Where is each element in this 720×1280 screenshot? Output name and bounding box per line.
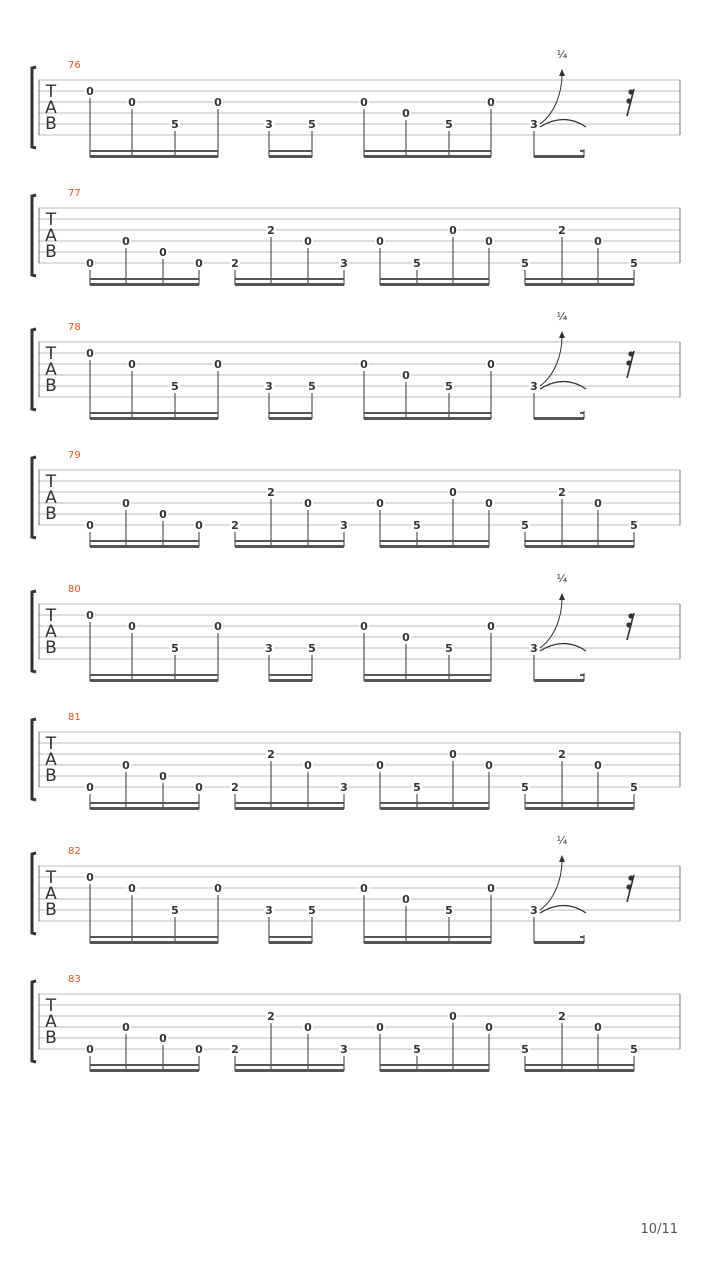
tab-clef-letter: T [45, 868, 57, 888]
tab-clef-letter: B [45, 1028, 57, 1048]
fret-number: 3 [530, 118, 538, 131]
fret-number: 0 [304, 235, 312, 248]
measure-number: 81 [68, 712, 81, 723]
fret-number: 0 [376, 235, 384, 248]
beam [90, 941, 218, 944]
fret-number: 0 [159, 1032, 167, 1045]
fret-number: 0 [214, 96, 222, 109]
measure-number: 80 [68, 584, 81, 595]
tab-clef-letter: T [45, 344, 57, 364]
beam [364, 417, 491, 420]
beam [269, 941, 312, 944]
fret-number: 0 [376, 1021, 384, 1034]
system-bracket [32, 853, 36, 934]
beam-secondary [90, 674, 218, 676]
tab-clef-letter: B [45, 376, 57, 396]
beam [235, 283, 344, 286]
fret-number: 0 [402, 631, 410, 644]
fret-number: 0 [487, 882, 495, 895]
fret-number: 0 [487, 358, 495, 371]
beam-secondary [90, 802, 199, 804]
fret-number: 0 [86, 347, 94, 360]
beam [525, 545, 634, 548]
fret-number: 5 [308, 904, 316, 917]
fret-number: 0 [304, 497, 312, 510]
bend-arrowhead [559, 331, 565, 338]
fret-number: 3 [340, 519, 348, 532]
fret-number: 5 [308, 380, 316, 393]
fret-number: 2 [231, 519, 239, 532]
beam [364, 941, 491, 944]
beam-secondary [380, 1064, 489, 1066]
fret-number: 0 [304, 759, 312, 772]
fret-number: 0 [128, 882, 136, 895]
beam-secondary [235, 802, 344, 804]
tab-clef-letter: A [45, 226, 57, 246]
beam-stub [269, 412, 274, 414]
staff-system-78 [32, 310, 680, 420]
fret-number: 3 [265, 380, 273, 393]
beam [525, 283, 634, 286]
beam [534, 417, 584, 420]
page-number: 10/11 [640, 1222, 678, 1237]
beam-stub [269, 936, 274, 938]
beam-secondary [90, 936, 218, 938]
beam [90, 155, 218, 158]
fret-number: 0 [122, 1021, 130, 1034]
beam-secondary [580, 412, 584, 414]
fret-number: 0 [360, 620, 368, 633]
system-bracket [32, 457, 36, 538]
beam-secondary [269, 936, 312, 938]
bend-arrowhead [559, 69, 565, 76]
beam-stub [269, 150, 274, 152]
beam-secondary [364, 150, 491, 152]
fret-number: 0 [594, 1021, 602, 1034]
fret-number: 0 [487, 620, 495, 633]
fret-number: 5 [445, 642, 453, 655]
beam [90, 1069, 199, 1072]
fret-number: 5 [171, 118, 179, 131]
beam [235, 1069, 344, 1072]
system-bracket [32, 981, 36, 1062]
fret-number: 2 [267, 748, 275, 761]
fret-number: 2 [558, 1010, 566, 1023]
tab-clef-letter: T [45, 996, 57, 1016]
fret-number: 0 [449, 748, 457, 761]
fret-number: 2 [231, 781, 239, 794]
fret-number: 5 [171, 904, 179, 917]
beam [269, 155, 312, 158]
beam-secondary [269, 412, 312, 414]
beam-secondary [380, 802, 489, 804]
fret-number: 3 [530, 642, 538, 655]
fret-number: 2 [231, 257, 239, 270]
fret-number: 2 [558, 224, 566, 237]
beam-secondary [90, 150, 218, 152]
beam [525, 807, 634, 810]
beam [235, 807, 344, 810]
fret-number: 0 [214, 882, 222, 895]
staff-system-81 [32, 712, 680, 810]
fret-number: 2 [558, 486, 566, 499]
beam-secondary [525, 540, 634, 542]
system-bracket [32, 591, 36, 672]
fret-number: 5 [521, 781, 529, 794]
fret-number: 0 [594, 759, 602, 772]
fret-number: 0 [159, 770, 167, 783]
tab-clef-letter: A [45, 622, 57, 642]
beam [269, 417, 312, 420]
fret-number: 5 [308, 118, 316, 131]
measure-number: 83 [68, 974, 81, 985]
beam [90, 807, 199, 810]
fret-number: 0 [195, 781, 203, 794]
beam-secondary [364, 412, 491, 414]
fret-number: 5 [445, 904, 453, 917]
tie-arc [540, 906, 586, 914]
system-bracket [32, 719, 36, 800]
fret-number: 0 [594, 235, 602, 248]
tab-clef-letter: A [45, 1012, 57, 1032]
tab-clef-letter: B [45, 504, 57, 524]
beam-secondary [90, 412, 218, 414]
fret-number: 3 [530, 380, 538, 393]
beam [235, 545, 344, 548]
fret-number: 0 [449, 486, 457, 499]
tie-arc [540, 120, 586, 128]
beam [380, 545, 489, 548]
bend-curve [540, 598, 562, 648]
tab-clef-letter: B [45, 638, 57, 658]
fret-number: 0 [86, 519, 94, 532]
fret-number: 5 [413, 519, 421, 532]
fret-number: 5 [308, 642, 316, 655]
bend-amount: ¼ [556, 572, 568, 585]
measure-number: 79 [68, 450, 81, 461]
fret-number: 5 [171, 642, 179, 655]
fret-number: 5 [171, 380, 179, 393]
bend-arrowhead [559, 593, 565, 600]
beam-secondary [235, 278, 344, 280]
beam [364, 155, 491, 158]
fret-number: 0 [485, 1021, 493, 1034]
tab-clef-letter: T [45, 82, 57, 102]
tab-clef-letter: T [45, 734, 57, 754]
fret-number: 2 [558, 748, 566, 761]
beam [534, 679, 584, 682]
tab-clef-letter: T [45, 606, 57, 626]
fret-number: 2 [231, 1043, 239, 1056]
fret-number: 2 [267, 224, 275, 237]
beam [534, 155, 584, 158]
fret-number: 5 [630, 1043, 638, 1056]
beam-secondary [525, 1064, 634, 1066]
beam-secondary [525, 802, 634, 804]
fret-number: 0 [594, 497, 602, 510]
bend-curve [540, 860, 562, 910]
fret-number: 0 [376, 759, 384, 772]
beam-secondary [364, 936, 491, 938]
fret-number: 3 [340, 781, 348, 794]
staff-system-80 [32, 572, 680, 682]
fret-number: 0 [214, 358, 222, 371]
beam-secondary [580, 674, 584, 676]
fret-number: 3 [265, 118, 273, 131]
fret-number: 0 [376, 497, 384, 510]
fret-number: 2 [267, 1010, 275, 1023]
fret-number: 0 [360, 882, 368, 895]
beam-secondary [580, 150, 584, 152]
beam-secondary [380, 540, 489, 542]
beam-secondary [90, 1064, 199, 1066]
fret-number: 0 [128, 358, 136, 371]
bend-amount: ¼ [556, 48, 568, 61]
fret-number: 5 [630, 257, 638, 270]
fret-number: 0 [449, 224, 457, 237]
staff-system-82 [32, 834, 680, 944]
fret-number: 5 [521, 519, 529, 532]
beam-secondary [525, 278, 634, 280]
fret-number: 3 [530, 904, 538, 917]
fret-number: 0 [122, 497, 130, 510]
fret-number: 0 [449, 1010, 457, 1023]
fret-number: 5 [413, 257, 421, 270]
system-bracket [32, 195, 36, 276]
fret-number: 0 [485, 759, 493, 772]
fret-number: 5 [413, 781, 421, 794]
staff-system-77 [32, 188, 680, 286]
fret-number: 0 [402, 107, 410, 120]
fret-number: 0 [360, 96, 368, 109]
staff-system-83 [32, 974, 680, 1072]
fret-number: 5 [521, 1043, 529, 1056]
fret-number: 3 [265, 642, 273, 655]
tab-clef-letter: A [45, 750, 57, 770]
fret-number: 0 [304, 1021, 312, 1034]
tab-clef-letter: B [45, 766, 57, 786]
fret-number: 0 [122, 759, 130, 772]
beam [380, 283, 489, 286]
fret-number: 0 [402, 893, 410, 906]
fret-number: 5 [521, 257, 529, 270]
tab-clef-letter: A [45, 98, 57, 118]
fret-number: 0 [360, 358, 368, 371]
fret-number: 0 [402, 369, 410, 382]
fret-number: 0 [195, 1043, 203, 1056]
beam [380, 1069, 489, 1072]
staff-system-76 [32, 48, 680, 158]
beam [525, 1069, 634, 1072]
tie-arc [540, 644, 586, 652]
fret-number: 0 [86, 781, 94, 794]
fret-number: 0 [122, 235, 130, 248]
fret-number: 0 [86, 1043, 94, 1056]
bend-arrowhead [559, 855, 565, 862]
tab-clef-letter: A [45, 360, 57, 380]
fret-number: 0 [195, 519, 203, 532]
beam-secondary [269, 674, 312, 676]
fret-number: 5 [413, 1043, 421, 1056]
beam-secondary [235, 540, 344, 542]
fret-number: 0 [485, 235, 493, 248]
beam [380, 807, 489, 810]
fret-number: 0 [86, 257, 94, 270]
beam [90, 545, 199, 548]
tab-clef-letter: A [45, 488, 57, 508]
tab-clef-letter: T [45, 472, 57, 492]
tab-clef-letter: B [45, 114, 57, 134]
beam [534, 941, 584, 944]
measure-number: 78 [68, 322, 81, 333]
fret-number: 0 [128, 620, 136, 633]
beam [269, 679, 312, 682]
system-bracket [32, 67, 36, 148]
beam-secondary [235, 1064, 344, 1066]
fret-number: 0 [86, 85, 94, 98]
fret-number: 5 [630, 519, 638, 532]
beam-secondary [269, 150, 312, 152]
fret-number: 0 [159, 508, 167, 521]
tie-arc [540, 382, 586, 390]
beam [364, 679, 491, 682]
tab-clef-letter: B [45, 242, 57, 262]
fret-number: 5 [445, 118, 453, 131]
fret-number: 5 [630, 781, 638, 794]
fret-number: 0 [485, 497, 493, 510]
fret-number: 0 [159, 246, 167, 259]
beam [90, 679, 218, 682]
bend-curve [540, 336, 562, 386]
bend-amount: ¼ [556, 834, 568, 847]
beam-secondary [364, 674, 491, 676]
beam-secondary [90, 540, 199, 542]
fret-number: 0 [128, 96, 136, 109]
measure-number: 76 [68, 60, 81, 71]
staff-system-79 [32, 450, 680, 548]
fret-number: 0 [86, 871, 94, 884]
measure-number: 82 [68, 846, 81, 857]
fret-number: 2 [267, 486, 275, 499]
beam-stub [269, 674, 274, 676]
bend-curve [540, 74, 562, 124]
fret-number: 0 [195, 257, 203, 270]
system-bracket [32, 329, 36, 410]
fret-number: 3 [265, 904, 273, 917]
fret-number: 5 [445, 380, 453, 393]
beam [90, 283, 199, 286]
tab-clef-letter: T [45, 210, 57, 230]
fret-number: 3 [340, 1043, 348, 1056]
fret-number: 0 [86, 609, 94, 622]
tab-clef-letter: A [45, 884, 57, 904]
bend-amount: ¼ [556, 310, 568, 323]
fret-number: 0 [214, 620, 222, 633]
beam [90, 417, 218, 420]
tab-clef-letter: B [45, 900, 57, 920]
fret-number: 3 [340, 257, 348, 270]
beam-secondary [380, 278, 489, 280]
beam-secondary [580, 936, 584, 938]
beam-secondary [90, 278, 199, 280]
measure-number: 77 [68, 188, 81, 199]
fret-number: 0 [487, 96, 495, 109]
